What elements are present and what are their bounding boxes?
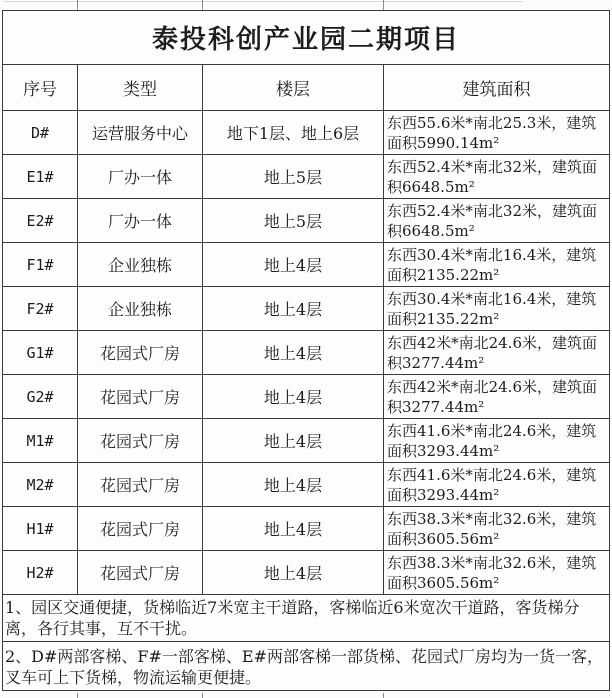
table-row xyxy=(3,419,610,463)
floors-cell: 地上4层 xyxy=(203,463,384,507)
table-row xyxy=(3,199,610,243)
floors-cell: 地上4层 xyxy=(203,331,384,375)
floors-cell: 地上4层 xyxy=(203,551,384,595)
note-text-1: 1、园区交通便捷，货梯临近7米宽主干道路，客梯临近6米宽次干道路，客货梯分离，各行其事，互不干扰。 xyxy=(3,595,610,642)
table-row xyxy=(3,111,610,155)
serial-cell: F1# xyxy=(3,243,78,287)
area-cell: 东西38.3米*南北32.6米，建筑面积3605.56m² xyxy=(384,551,610,595)
table-row xyxy=(3,463,610,507)
table-row xyxy=(3,243,610,287)
floors-cell: 地上4层 xyxy=(203,243,384,287)
type-cell: 花园式厂房 xyxy=(78,463,203,507)
area-cell: 东西41.6米*南北24.6米，建筑面积3293.44m² xyxy=(384,463,610,507)
area-cell: 东西52.4米*南北32米，建筑面积6648.5m² xyxy=(384,199,610,243)
header-row xyxy=(3,65,610,111)
type-cell: 花园式厂房 xyxy=(78,551,203,595)
table-continuation-stub xyxy=(77,693,78,698)
project-table xyxy=(2,10,610,691)
serial-cell: D# xyxy=(3,111,78,155)
serial-cell: H2# xyxy=(3,551,78,595)
serial-cell: H1# xyxy=(3,507,78,551)
serial-cell: G2# xyxy=(3,375,78,419)
serial-cell: M1# xyxy=(3,419,78,463)
note-text-2: 2、D#两部客梯、F#一部客梯、E#两部客梯一部货梯、花园式厂房均为一货一客，叉车可上下货梯，物流运输更便捷。 xyxy=(3,642,610,691)
floors-cell: 地上4层 xyxy=(203,507,384,551)
column-header-floors: 楼层 xyxy=(203,65,384,111)
floors-cell: 地上4层 xyxy=(203,287,384,331)
floors-cell: 地上4层 xyxy=(203,419,384,463)
table-continuation-line xyxy=(3,1,523,2)
type-cell: 花园式厂房 xyxy=(78,507,203,551)
note-row xyxy=(3,642,610,691)
column-header-type: 类型 xyxy=(78,65,203,111)
type-cell: 厂办一体 xyxy=(78,199,203,243)
serial-cell: F2# xyxy=(3,287,78,331)
type-cell: 花园式厂房 xyxy=(78,375,203,419)
type-cell: 运营服务中心 xyxy=(78,111,203,155)
column-header-area: 建筑面积 xyxy=(384,65,610,111)
table-continuation-stub xyxy=(202,0,203,10)
title-row xyxy=(3,11,610,65)
area-cell: 东西30.4米*南北16.4米，建筑面积2135.22m² xyxy=(384,243,610,287)
table-row xyxy=(3,551,610,595)
table-row xyxy=(3,287,610,331)
table-continuation-stub xyxy=(383,0,384,10)
type-cell: 厂办一体 xyxy=(78,155,203,199)
table-continuation-stub xyxy=(202,693,203,698)
column-header-serial: 序号 xyxy=(3,65,78,111)
table-continuation-stub xyxy=(77,0,78,10)
floors-cell: 地上4层 xyxy=(203,375,384,419)
floors-cell: 地上5层 xyxy=(203,155,384,199)
area-cell: 东西30.4米*南北16.4米，建筑面积2135.22m² xyxy=(384,287,610,331)
area-cell: 东西41.6米*南北24.6米，建筑面积3293.44m² xyxy=(384,419,610,463)
floors-cell: 地下1层、地上6层 xyxy=(203,111,384,155)
page-title: 泰投科创产业园二期项目 xyxy=(3,11,610,65)
table-continuation-stub xyxy=(383,693,384,698)
floors-cell: 地上5层 xyxy=(203,199,384,243)
type-cell: 花园式厂房 xyxy=(78,331,203,375)
serial-cell: M2# xyxy=(3,463,78,507)
table-row xyxy=(3,155,610,199)
type-cell: 花园式厂房 xyxy=(78,419,203,463)
area-cell: 东西55.6米*南北25.3米，建筑面积5990.14m² xyxy=(384,111,610,155)
area-cell: 东西38.3米*南北32.6米，建筑面积3605.56m² xyxy=(384,507,610,551)
area-cell: 东西42米*南北24.6米，建筑面积3277.44m² xyxy=(384,375,610,419)
serial-cell: E1# xyxy=(3,155,78,199)
area-cell: 东西52.4米*南北32米，建筑面积6648.5m² xyxy=(384,155,610,199)
type-cell: 企业独栋 xyxy=(78,243,203,287)
note-row xyxy=(3,595,610,642)
table-row xyxy=(3,375,610,419)
type-cell: 企业独栋 xyxy=(78,287,203,331)
table-row xyxy=(3,331,610,375)
serial-cell: E2# xyxy=(3,199,78,243)
area-cell: 东西42米*南北24.6米，建筑面积3277.44m² xyxy=(384,331,610,375)
serial-cell: G1# xyxy=(3,331,78,375)
table-row xyxy=(3,507,610,551)
